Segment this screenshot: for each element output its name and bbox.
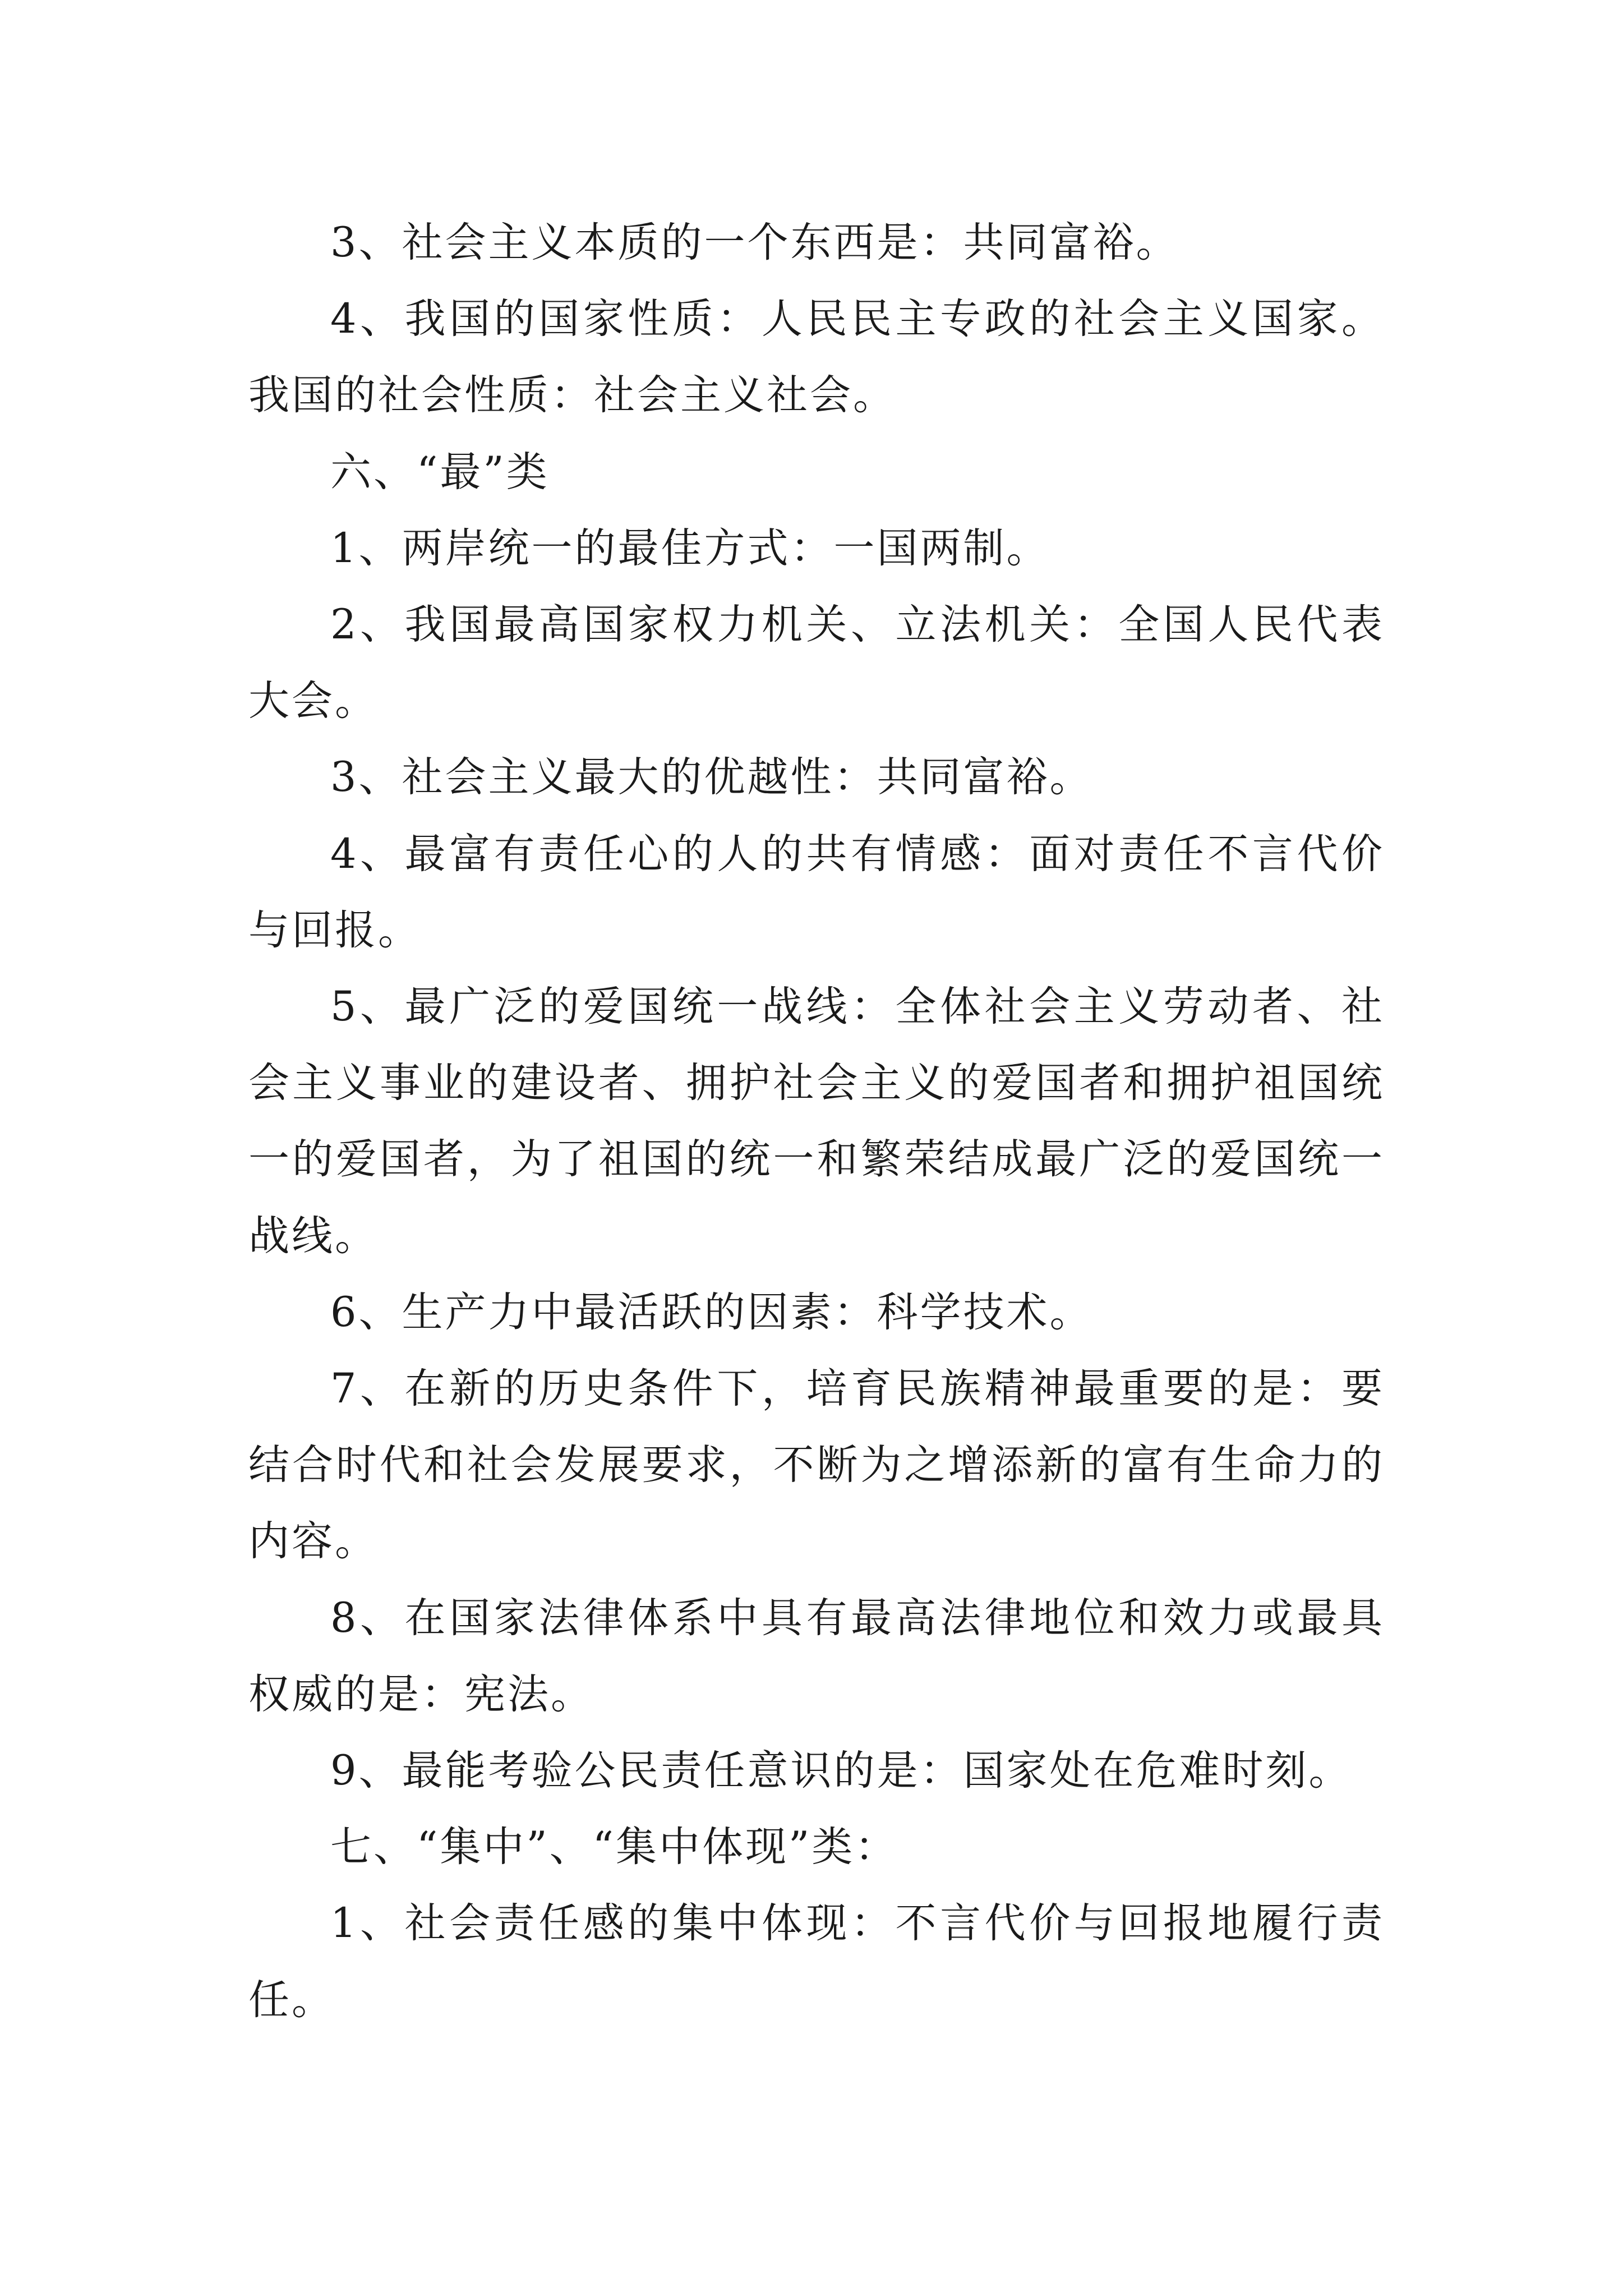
section-heading-6: 六、“最”类: [330, 448, 550, 496]
document-body: [248, 205, 1385, 2039]
paragraph-4: 2、我国最高国家权力机关、立法机关：全国人民代表大会。: [248, 601, 1385, 725]
paragraph-1: 3、社会主义本质的一个东西是：共同富裕。: [330, 219, 1179, 266]
paragraph-12: 1、社会责任感的集中体现：不言代价与回报地履行责任。: [248, 1899, 1385, 2024]
paragraph-8: 6、生产力中最活跃的因素：科学技术。: [330, 1288, 1093, 1336]
paragraph-11: 9、最能考验公民责任意识的是：国家处在危难时刻。: [330, 1747, 1352, 1795]
paragraph-2: 4、我国的国家性质：人民民主专政的社会主义国家。我国的社会性质：社会主义社会。: [248, 295, 1385, 420]
paragraph-3: 1、两岸统一的最佳方式：一国两制。: [330, 524, 1050, 572]
paragraph-5: 3、社会主义最大的优越性：共同富裕。: [330, 753, 1093, 802]
paragraph-6: 4、最富有责任心的人的共有情感：面对责任不言代价与回报。: [248, 830, 1385, 954]
paragraph-10: 8、在国家法律体系中具有最高法律地位和效力或最具权威的是：宪法。: [248, 1594, 1385, 1718]
section-heading-7: 七、“集中”、“集中体现”类：: [330, 1823, 898, 1871]
paragraph-7: 5、最广泛的爱国统一战线：全体社会主义劳动者、社会主义事业的建设者、拥护社会主义的爱国者和拥护祖国统一的爱国者，为了祖国的统一和繁荣结成最广泛的爱国统一战线。: [248, 983, 1385, 1260]
paragraph-9: 7、在新的历史条件下，培育民族精神最重要的是：要结合时代和社会发展要求，不断为之增添新的富有生命力的内容。: [248, 1365, 1385, 1566]
